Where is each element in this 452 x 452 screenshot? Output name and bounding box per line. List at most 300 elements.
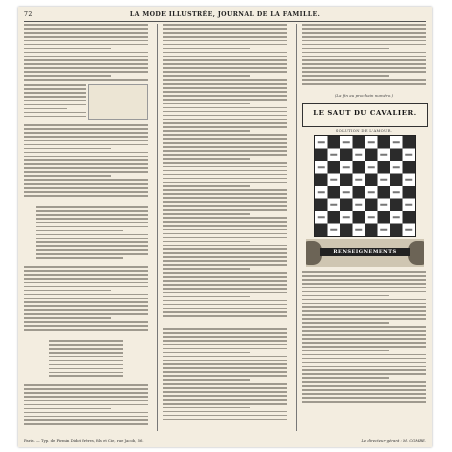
square-word [343,141,350,143]
text-line [302,397,426,399]
text-line [163,209,287,211]
square-word [380,154,387,156]
board-square [390,224,403,237]
square-word [368,141,375,143]
col1-block-e [24,384,148,428]
square-word [355,154,362,156]
text-line [163,174,287,176]
text-line [302,322,389,324]
text-line [163,40,287,42]
board-square [403,186,416,199]
text-line [163,304,287,306]
text-line [49,375,123,377]
journal-title: LA MODE ILLUSTRÉE, JOURNAL DE LA FAMILLE. [129,11,321,18]
square-word [343,216,350,218]
text-line [302,295,389,297]
text-line [163,166,287,168]
square-word [318,191,325,193]
board-square [378,136,391,149]
square-word [380,179,387,181]
text-line [24,28,148,30]
text-line [302,366,426,368]
text-line [163,213,250,215]
text-line [163,56,287,58]
text-line [24,24,148,26]
board-square [378,186,391,199]
text-line [163,170,287,172]
board-square [353,161,366,174]
text-line [163,256,287,258]
square-word [368,191,375,193]
square-word [330,204,337,206]
text-line [302,67,426,69]
text-line [163,52,287,54]
text-line [163,189,287,191]
puzzle-subtitle: SOLUTION DE L'AMOUR. [335,128,393,133]
square-word [405,204,412,206]
text-line [163,419,287,421]
text-line [36,238,148,240]
text-line [49,360,123,362]
text-line [24,298,148,300]
text-line [163,71,287,73]
text-line [302,75,389,77]
text-line [24,32,148,34]
board-square [353,136,366,149]
text-line [24,67,148,69]
text-line [163,146,287,148]
text-line [163,252,287,254]
text-line [302,28,426,30]
text-line [163,36,287,38]
text-line [24,63,148,65]
text-line [163,28,287,30]
text-line [163,344,287,346]
board-square [353,186,366,199]
col1-verse-a [24,206,148,262]
text-line [302,36,426,38]
text-line [302,326,426,328]
text-line [163,391,287,393]
col2-block-b [163,328,287,424]
text-line [163,193,287,195]
text-line [24,266,148,268]
text-line [24,79,148,81]
text-line [24,419,148,421]
text-line [163,115,287,117]
col1-inset-figure [88,84,148,120]
board-square [390,199,403,212]
text-line [163,383,287,385]
text-line [163,371,287,373]
page-header [18,9,432,21]
text-line [24,309,148,311]
text-line [163,411,287,413]
header-rule [24,21,426,22]
text-line [163,311,287,313]
text-line [302,63,426,65]
text-line [302,314,426,316]
text-line [163,130,250,132]
text-line [36,214,148,216]
text-line [36,206,148,208]
board-square [328,186,341,199]
text-line [24,305,148,307]
text-line [24,112,86,114]
text-line [24,116,86,118]
text-line [163,122,287,124]
text-line [302,287,426,289]
text-line [163,44,287,46]
text-line [24,92,86,94]
text-line [24,183,148,185]
text-line [36,218,148,220]
text-line [163,360,287,362]
text-line [24,282,148,284]
knights-tour-board [314,135,416,237]
column-divider-2 [296,24,297,431]
text-line [163,225,287,227]
text-line [163,138,287,140]
text-line [163,296,250,298]
text-line [163,415,287,417]
text-line [24,40,148,42]
text-line [163,134,287,136]
text-line [163,352,250,354]
text-line [24,325,148,327]
square-word [343,166,350,168]
text-line [163,158,250,160]
square-word [330,179,337,181]
text-line [163,150,287,152]
text-line [49,352,123,354]
text-line [24,36,148,38]
text-line [302,358,426,360]
text-line [302,56,426,58]
text-line [24,100,86,102]
square-word [355,204,362,206]
page-number: 72 [24,11,33,18]
text-line [163,185,250,187]
square-word [343,191,350,193]
text-line [302,369,426,371]
text-line [163,119,287,121]
text-line [24,88,86,90]
text-line [302,385,426,387]
text-line [163,48,250,50]
text-line [24,396,148,398]
text-line [24,329,148,331]
text-line [36,241,148,243]
text-line [163,328,287,330]
text-line [302,310,426,312]
text-line [24,416,148,418]
board-square [365,199,378,212]
text-line [24,104,86,106]
text-line [163,248,287,250]
text-line [163,367,287,369]
square-word [355,229,362,231]
text-column-3 [302,24,426,92]
text-line [302,389,426,391]
text-line [36,245,148,247]
text-line [36,253,148,255]
text-line [24,171,148,173]
text-line [24,392,148,394]
square-word [318,216,325,218]
text-line [24,317,111,319]
newspaper-page [18,7,432,447]
text-line [163,233,287,235]
board-square [328,161,341,174]
text-line [24,144,148,146]
text-line [163,111,287,113]
text-line [49,368,123,370]
text-line [24,44,148,46]
column-divider-1 [157,24,158,431]
text-line [36,249,148,251]
text-line [24,388,148,390]
col1-verse-b [24,340,148,380]
board-square [340,174,353,187]
text-line [24,124,148,126]
text-line [24,152,148,154]
text-line [163,91,287,93]
text-line [302,346,426,348]
text-line [24,412,148,414]
text-line [302,271,426,273]
text-line [302,32,426,34]
text-line [163,336,287,338]
text-line [24,163,148,165]
text-line [24,96,86,98]
text-line [163,387,287,389]
text-line [24,384,148,386]
text-line [302,83,426,85]
text-line [163,197,287,199]
puzzle-title: LE SAUT DU CAVALIER. [313,109,417,117]
text-line [24,175,111,177]
text-line [302,377,389,379]
text-line [302,393,426,395]
editor-signature: Le directeur-gérant : M. COMBE. [361,438,426,443]
text-line [163,264,287,266]
text-line [24,136,148,138]
text-column-2 [163,24,287,429]
text-line [302,401,426,403]
text-line [163,217,287,219]
square-word [330,229,337,231]
col1-block-d [24,266,148,336]
text-line [36,222,148,224]
text-line [24,270,148,272]
text-line [163,107,287,109]
text-line [163,399,287,401]
text-line [36,230,123,232]
text-line [302,318,426,320]
text-line [302,330,426,332]
text-line [302,44,426,46]
text-line [163,162,287,164]
text-line [163,395,287,397]
text-line [302,303,426,305]
text-line [302,338,426,340]
square-word [393,166,400,168]
text-line [24,400,148,402]
text-line [163,63,287,65]
text-column-3b [302,271,426,411]
board-square [340,224,353,237]
text-line [49,372,123,374]
text-line [49,348,123,350]
text-line [163,375,287,377]
square-word [393,141,400,143]
text-line [24,56,148,58]
text-line [302,373,426,375]
text-line [302,381,426,383]
printer-line: Paris. — Typ. de Firmin Didot frères, fils et Cie, rue Jacob, 56. [24,438,144,443]
text-line [24,59,148,61]
text-line [163,221,287,223]
text-line [302,342,426,344]
text-line [24,294,148,296]
text-line [163,379,250,381]
text-line [302,291,426,293]
square-word [393,216,400,218]
text-line [163,292,287,294]
text-line [24,278,148,280]
text-line [24,301,148,303]
text-line [24,128,148,130]
text-line [24,84,86,86]
text-line [24,159,148,161]
continued-note: (La fin au prochain numéro.) [334,93,394,98]
text-line [36,257,123,259]
board-square [315,149,328,162]
text-line [163,272,287,274]
text-line [163,24,287,26]
text-line [302,24,426,26]
text-line [49,344,123,346]
square-word [368,166,375,168]
board-square [340,199,353,212]
text-line [163,268,250,270]
text-line [302,350,389,352]
text-line [24,313,148,315]
board-square [315,199,328,212]
board-square [403,136,416,149]
col1-block-a [24,24,148,84]
text-line [24,286,148,288]
text-line [49,356,123,358]
board-square [328,211,341,224]
text-line [163,182,287,184]
text-line [163,340,287,342]
text-column-1 [24,24,148,429]
square-word [380,204,387,206]
text-line [24,140,148,142]
text-line [24,290,111,292]
text-line [163,308,287,310]
board-square [390,149,403,162]
text-line [163,59,287,61]
text-line [163,403,287,405]
square-word [318,166,325,168]
text-line [163,178,287,180]
text-line [163,407,250,409]
text-line [163,288,287,290]
text-line [163,99,287,101]
text-line [24,408,111,410]
text-line [24,179,148,181]
text-line [302,362,426,364]
board-square [390,174,403,187]
text-line [163,241,250,243]
text-line [49,340,123,342]
text-line [36,226,148,228]
text-line [163,79,287,81]
text-line [163,363,287,365]
board-square [315,224,328,237]
text-line [302,334,426,336]
text-line [163,75,250,77]
square-word [405,179,412,181]
text-line [163,237,287,239]
text-line [163,95,287,97]
square-word [355,179,362,181]
square-word [330,154,337,156]
text-line [302,306,426,308]
text-line [302,59,426,61]
text-line [302,79,426,81]
board-square [378,161,391,174]
text-line [302,279,426,281]
text-line [163,87,287,89]
text-line [163,280,287,282]
text-line [24,52,148,54]
text-line [24,148,111,150]
banner-label: RENSEIGNEMENTS [320,248,410,256]
text-line [163,83,287,85]
board-square [315,174,328,187]
text-line [163,154,287,156]
text-line [24,187,148,189]
col3-block-a [302,24,426,90]
text-line [163,276,287,278]
board-square [340,149,353,162]
text-line [163,300,287,302]
text-line [49,364,123,366]
col3-block-b [302,271,426,409]
square-word [393,191,400,193]
text-line [302,48,389,50]
text-line [163,284,287,286]
text-line [24,195,148,197]
puzzle-title-box [302,103,428,127]
text-line [163,201,287,203]
text-line [24,108,67,110]
square-word [380,229,387,231]
text-line [36,210,148,212]
square-word [405,154,412,156]
text-line [163,260,287,262]
board-square [378,211,391,224]
board-square [353,211,366,224]
text-line [24,132,148,134]
board-square [403,211,416,224]
text-line [24,321,148,323]
text-line [302,354,426,356]
